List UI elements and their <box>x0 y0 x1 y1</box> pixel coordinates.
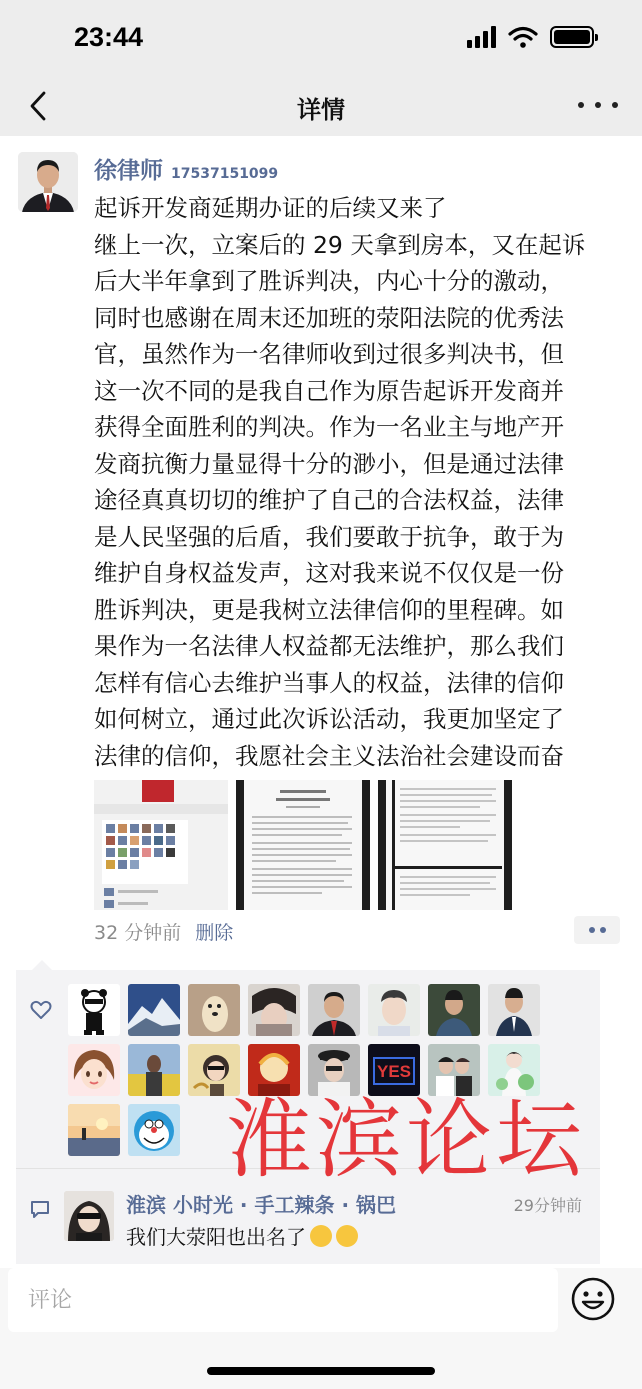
post-line: 维护自身权益发声，这对我来说不仅仅是一份 <box>94 559 564 587</box>
more-options-button[interactable] <box>578 90 618 120</box>
page-title: 详情 <box>297 96 345 124</box>
post-line: 法律的信仰，我愿社会主义法治社会建设而奋 <box>94 741 564 770</box>
commenter-avatar[interactable] <box>64 1191 114 1241</box>
battery-icon <box>550 26 594 48</box>
post-line: 获得全面胜利的判决。作为一名业主与地产开 <box>94 413 564 441</box>
like-avatar[interactable] <box>68 1044 120 1096</box>
heart-icon <box>30 1000 52 1020</box>
nav-bar <box>0 78 642 136</box>
post-time: 32 分钟前 <box>94 922 182 944</box>
dot-icon <box>589 927 595 933</box>
author-avatar[interactable] <box>18 152 78 212</box>
home-indicator <box>207 1367 435 1375</box>
post-line: 后大半年拿到了胜诉判决，内心十分的激动， <box>94 267 564 295</box>
post-line: 继上一次，立案后的 29 天拿到房本，又在起诉 <box>94 230 586 259</box>
post-line: 官，虽然作为一名律师收到过很多判决书，但 <box>94 340 564 368</box>
comment-text: 我们大荥阳也出名了 <box>126 1225 306 1249</box>
image-content <box>236 780 370 910</box>
like-avatar[interactable] <box>308 984 360 1036</box>
author-name[interactable]: 徐律师 <box>94 158 163 184</box>
like-avatar[interactable] <box>488 984 540 1036</box>
person-photo <box>18 152 78 212</box>
post-line: 胜诉判决，更是我树立法律信仰的里程碑。如 <box>94 595 564 624</box>
image-content <box>378 780 512 910</box>
like-avatar[interactable] <box>68 984 120 1036</box>
dot-icon <box>612 102 618 108</box>
like-avatar[interactable] <box>188 984 240 1036</box>
like-avatar[interactable] <box>248 984 300 1036</box>
post-line: 途径真真切切的维护了自己的合法权益，法律 <box>94 486 564 514</box>
dot-icon <box>600 927 606 933</box>
post-image-judgment-page[interactable] <box>236 780 370 910</box>
smiley-icon <box>570 1276 616 1322</box>
comment-icon <box>30 1199 50 1219</box>
status-icons <box>467 26 594 48</box>
wifi-icon <box>508 26 538 48</box>
post-line: 这一次不同的是我自己作为原告起诉开发商并 <box>94 376 564 405</box>
svg-text:YES: YES <box>376 1062 412 1081</box>
post-line: 同时也感谢在周末还加班的荥阳法院的优秀法 <box>94 303 564 332</box>
post-image-judgment-page[interactable] <box>378 780 512 910</box>
signal-icon <box>467 26 496 48</box>
like-avatar[interactable] <box>68 1104 120 1156</box>
comment-time: 29分钟前 <box>513 1196 582 1215</box>
post-line: 如何树立，通过此次诉讼活动，我更加坚定了 <box>94 705 564 733</box>
dot-icon <box>595 102 601 108</box>
image-content <box>94 780 228 910</box>
commenter-name[interactable]: 淮滨 小时光 · 手工辣条 · 锅巴 <box>126 1193 397 1217</box>
comment-input[interactable] <box>8 1268 558 1332</box>
status-bar <box>0 0 642 78</box>
status-time: 23:44 <box>74 22 144 52</box>
post-text <box>94 190 630 811</box>
dot-icon <box>578 102 584 108</box>
author-line <box>94 152 278 185</box>
post-line: 起诉开发商延期办证的后续又来了 <box>94 194 447 222</box>
post-line: 果作为一名法律人权益都无法维护，那么我们 <box>94 632 564 660</box>
laughing-emoji-icon <box>310 1225 332 1247</box>
emoji-button[interactable] <box>570 1276 616 1322</box>
like-avatar[interactable] <box>128 1104 180 1156</box>
like-comment-menu-button[interactable] <box>574 916 620 944</box>
post-images <box>94 780 512 910</box>
post-line: 发商抗衡力量显得十分的渺小，但是通过法律 <box>94 449 564 478</box>
post-line: 是人民坚强的后盾，我们要敢于抗争，敢于为 <box>94 522 564 551</box>
watermark: 淮滨论坛 <box>226 1090 586 1190</box>
post-line: 怎样有信心去维护当事人的权益，法律的信仰 <box>94 668 564 697</box>
post-meta <box>94 918 233 945</box>
like-avatar[interactable] <box>128 984 180 1036</box>
post-image-chat-screenshot[interactable] <box>94 780 228 910</box>
like-avatar[interactable] <box>428 984 480 1036</box>
delete-button[interactable]: 删除 <box>195 922 234 944</box>
laughing-emoji-icon <box>336 1225 358 1247</box>
author-phone: 17537151099 <box>171 166 279 182</box>
comment-text-row <box>126 1221 358 1250</box>
like-avatar[interactable] <box>368 984 420 1036</box>
like-avatar[interactable] <box>128 1044 180 1096</box>
